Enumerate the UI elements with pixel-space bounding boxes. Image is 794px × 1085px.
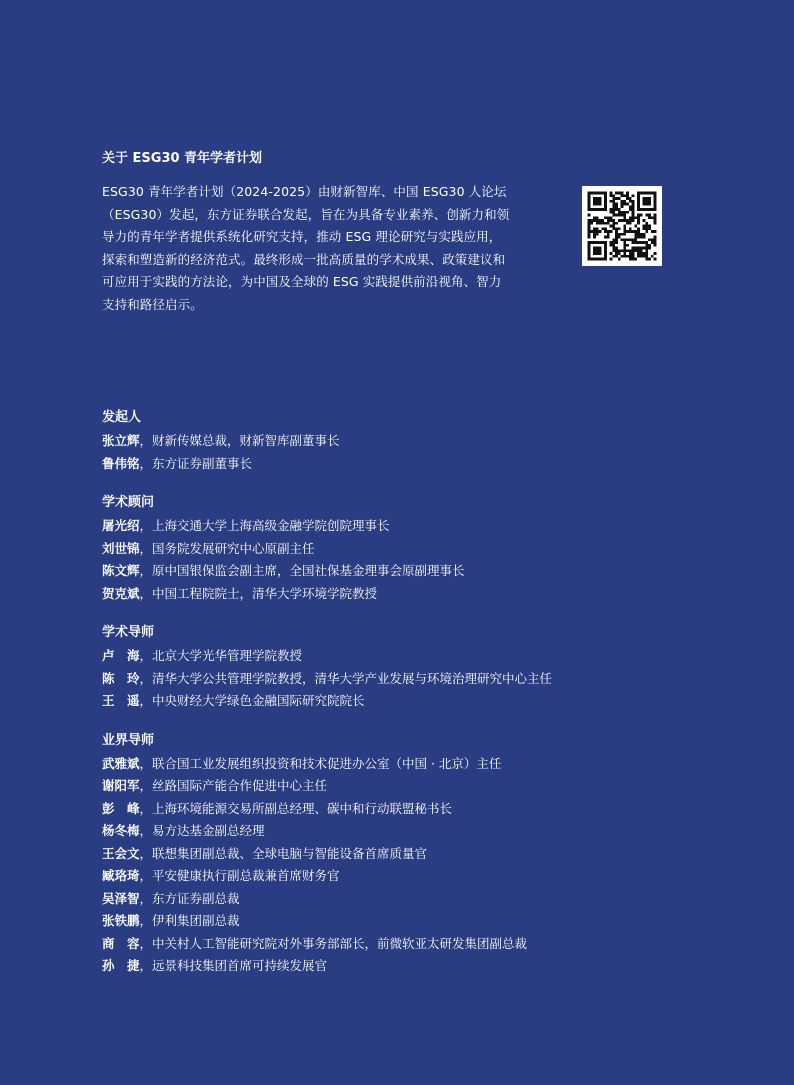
member-row (102, 933, 722, 956)
section-title: 发起人 (102, 410, 142, 425)
member-name: 鲁伟铭 (102, 455, 140, 471)
member-desc: ，联想集团副总裁、全球电脑与智能设备首席质量官 (139, 845, 428, 861)
member-name: 孙 捷 (102, 958, 140, 973)
member-name: 杨冬梅 (102, 823, 140, 838)
about-title: 关于 ESG30 青年学者计划 (102, 151, 263, 166)
section-title: 业界导师 (102, 732, 155, 748)
member-row (102, 430, 722, 453)
member-desc: ，中央财经大学绿色金融国际研究院院长 (139, 693, 365, 708)
member-name: 陈 玲 (102, 670, 140, 686)
member-row (102, 798, 722, 821)
member-row (102, 560, 722, 583)
about-line: 可应用于实践的方法论，为中国及全球的 ESG 实践提供前沿视角、智力 (102, 274, 502, 289)
member-row (102, 865, 722, 888)
member-desc: ，丝路国际产能合作促进中心主任 (139, 778, 328, 793)
member-name: 贺克斌 (102, 585, 140, 601)
section-academic-advisors (102, 493, 722, 605)
member-row (102, 753, 722, 776)
about-line: ESG30 青年学者计划（2024-2025）由财新智库、中国 ESG30 人论坛 (102, 184, 507, 199)
member-desc: ，中国工程院院士，清华大学环境学院教授 (139, 585, 378, 601)
member-desc: ，东方证券副总裁 (139, 890, 240, 906)
member-desc: ，易方达基金副总经理 (139, 823, 265, 838)
member-desc: ，上海环境能源交易所副总经理、碳中和行动联盟秘书长 (139, 800, 453, 816)
section-industry-mentors (102, 731, 722, 978)
about-section (102, 150, 542, 316)
people-sections (102, 408, 722, 996)
member-row (102, 775, 722, 798)
member-desc: ，远景科技集团首席可持续发展官 (139, 958, 328, 973)
member-desc: ，伊利集团副总裁 (139, 913, 240, 928)
section-academic-mentors (102, 623, 722, 713)
member-row (102, 515, 722, 538)
about-line: （ESG30）发起，东方证券联合发起，旨在为具备专业素养、创新力和领 (102, 206, 510, 222)
member-desc: ，原中国银保监会副主席，全国社保基金理事会原副理事长 (139, 563, 465, 578)
qr-code-icon (582, 186, 662, 266)
member-name: 武雅斌 (102, 755, 140, 771)
member-name: 臧珞琦 (102, 868, 140, 883)
member-name: 王会文 (102, 845, 140, 861)
member-name: 彭 峰 (102, 800, 140, 816)
member-desc: ，上海交通大学上海高级金融学院创院理事长 (139, 518, 390, 533)
section-title: 学术顾问 (102, 495, 155, 510)
member-desc: ，平安健康执行副总裁兼首席财务官 (139, 868, 340, 883)
section-title: 学术导师 (102, 625, 155, 640)
about-line: 探索和塑造新的经济范式。最终形成一批高质量的学术成果、政策建议和 (102, 251, 506, 267)
member-name: 屠光绍 (102, 518, 140, 533)
member-row (102, 645, 722, 668)
about-line: 支持和路径启示。 (102, 296, 203, 312)
about-body (102, 181, 542, 316)
member-name: 刘世锦 (102, 540, 140, 556)
member-name: 谢阳军 (102, 778, 140, 793)
member-name: 陈文辉 (102, 563, 140, 578)
member-row (102, 955, 722, 978)
member-name: 张立辉 (102, 433, 140, 448)
about-line: 导力的青年学者提供系统化研究支持，推动 ESG 理论研究与实践应用， (102, 229, 502, 244)
member-name: 王 遥 (102, 693, 140, 708)
member-desc: ，国务院发展研究中心原副主任 (139, 540, 315, 556)
member-row (102, 888, 722, 911)
member-row (102, 843, 722, 866)
member-name: 商 容 (102, 935, 140, 951)
member-name: 吴泽智 (102, 890, 140, 906)
member-row (102, 668, 722, 691)
member-desc: ，清华大学公共管理学院教授，清华大学产业发展与环境治理研究中心主任 (139, 670, 553, 686)
member-row (102, 690, 722, 713)
member-row (102, 910, 722, 933)
member-desc: ，中关村人工智能研究院对外事务部部长，前微软亚太研发集团副总裁 (139, 935, 528, 951)
member-desc: ，财新传媒总裁，财新智库副董事长 (139, 433, 340, 448)
member-row (102, 583, 722, 606)
member-name: 卢 海 (102, 648, 140, 663)
member-row (102, 538, 722, 561)
member-desc: ，东方证券副董事长 (139, 455, 253, 471)
member-desc: ，联合国工业发展组织投资和技术促进办公室（中国 · 北京）主任 (139, 755, 502, 771)
section-initiators (102, 408, 722, 475)
member-row (102, 820, 722, 843)
member-row (102, 453, 722, 476)
member-desc: ，北京大学光华管理学院教授 (139, 648, 303, 663)
member-name: 张铁鹏 (102, 913, 140, 928)
